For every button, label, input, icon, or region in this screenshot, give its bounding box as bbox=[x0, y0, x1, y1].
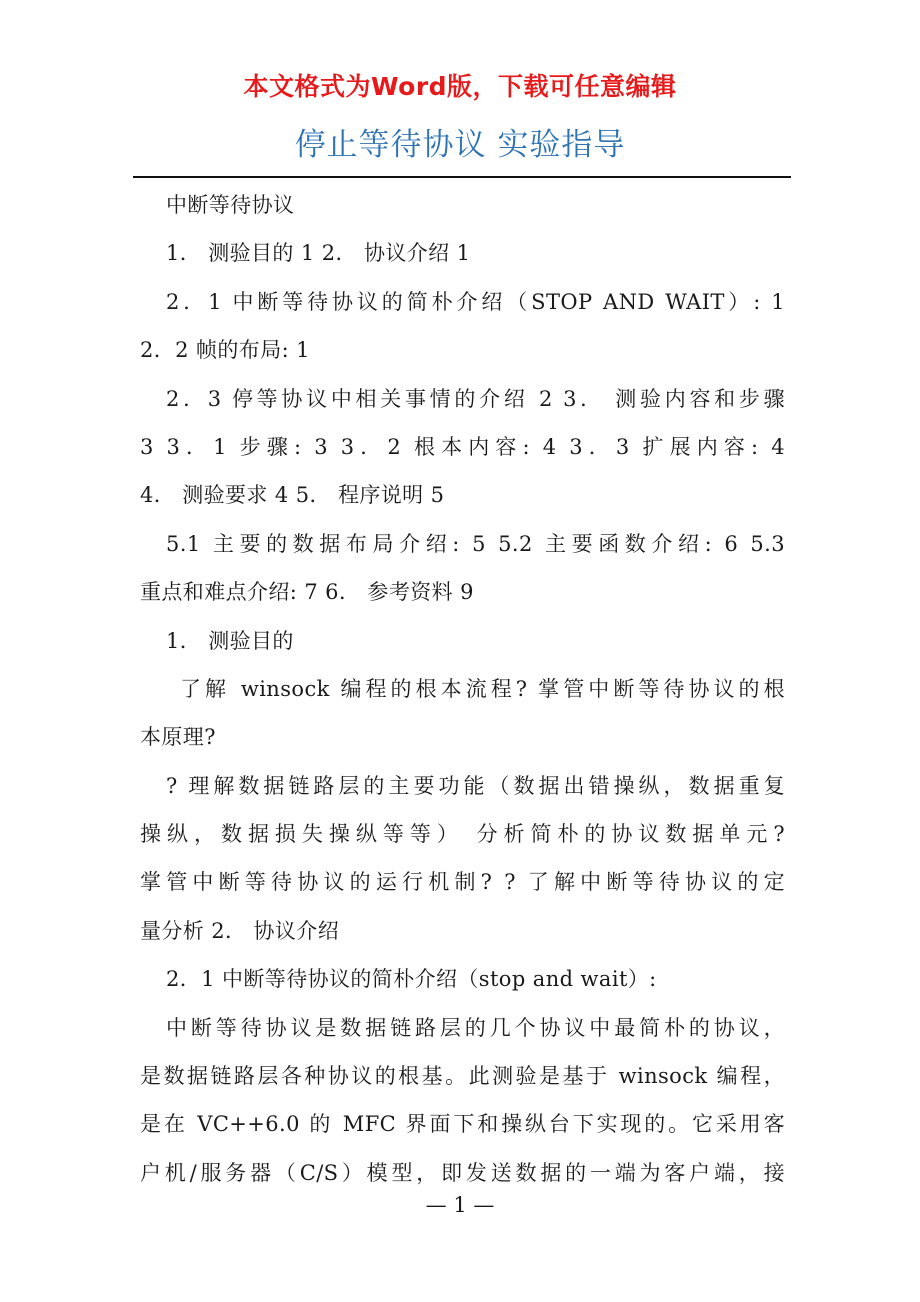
toc-line: 2．1 中断等待协议的简朴介绍（STOP AND WAIT）: 1 bbox=[166, 289, 785, 314]
toc-line: 2．3 停等协议中相关事情的介绍 2 3． 测验内容和步骤 bbox=[166, 386, 785, 411]
paragraph-line: 量分析 2． 协议介绍 bbox=[140, 918, 340, 943]
section-heading: 1． 测验目的 bbox=[166, 628, 294, 653]
format-notice-banner: 本文格式为Word版，下载可任意编辑 bbox=[243, 72, 677, 101]
toc-line: 重点和难点介绍: 7 6． 参考资料 9 bbox=[140, 580, 474, 605]
paragraph-line: 是在 VC++6.0 的 MFC 界面下和操纵台下实现的。它采用客 bbox=[140, 1112, 785, 1137]
title-divider bbox=[133, 176, 791, 178]
page-number: — 1 — bbox=[425, 1193, 495, 1217]
paragraph-line: ? 理解数据链路层的主要功能（数据出错操纵，数据重复 bbox=[166, 773, 785, 798]
subsection-heading: 2．1 中断等待协议的简朴介绍（stop and wait）: bbox=[166, 967, 657, 992]
paragraph-line: 户机/服务器（C/S）模型，即发送数据的一端为客户端，接 bbox=[140, 1160, 785, 1185]
toc-line: 2．2 帧的布局: 1 bbox=[140, 338, 310, 363]
paragraph-line: 本原理? bbox=[140, 725, 216, 750]
toc-line: 4． 测验要求 4 5． 程序说明 5 bbox=[140, 483, 445, 508]
paragraph-line: 中断等待协议是数据链路层的几个协议中最简朴的协议， bbox=[166, 1015, 785, 1040]
paragraph-line: 是数据链路层各种协议的根基。此测验是基于 winsock 编程， bbox=[140, 1064, 785, 1089]
document-title: 停止等待协议 实验指导 bbox=[294, 127, 626, 163]
document-body bbox=[140, 181, 785, 1197]
paragraph-line: 掌管中断等待协议的运行机制? ? 了解中断等待协议的定 bbox=[140, 870, 785, 895]
paragraph-line: 操纵，数据损失操纵等等） 分析简朴的协议数据单元? bbox=[140, 822, 785, 847]
toc-line: 1． 测验目的 1 2． 协议介绍 1 bbox=[166, 241, 471, 266]
paragraph-line: 了解 winsock 编程的根本流程? 掌管中断等待协议的根 bbox=[180, 676, 785, 701]
toc-heading: 中断等待协议 bbox=[166, 193, 295, 217]
toc-line: 5.1 主要的数据布局介绍: 5 5.2 主要函数介绍: 6 5.3 bbox=[166, 531, 785, 556]
toc-line: 3 3．1 步骤: 3 3．2 根本内容: 4 3．3 扩展内容: 4 bbox=[140, 434, 785, 459]
